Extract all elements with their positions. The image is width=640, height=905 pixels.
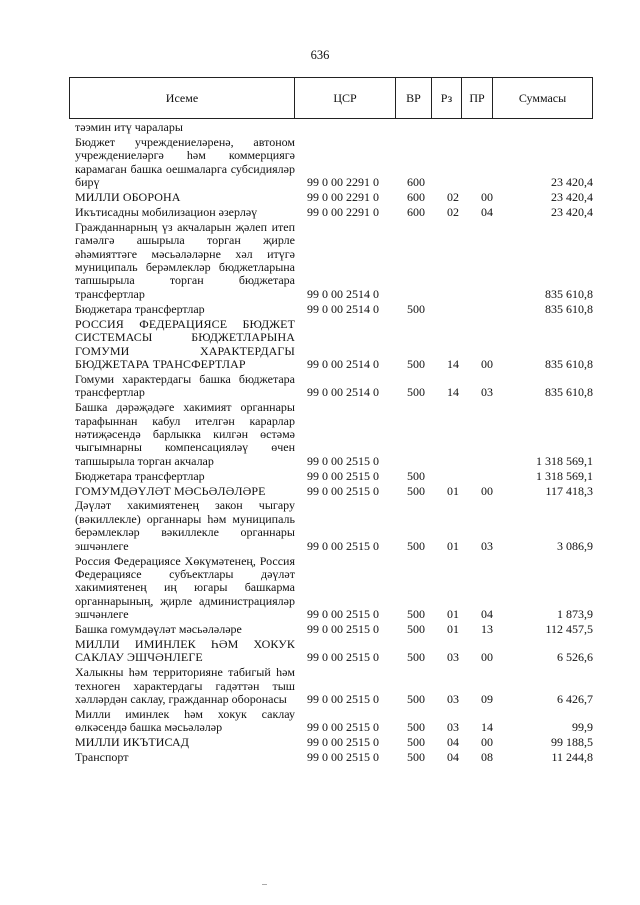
row-csr: 99 0 00 2514 0 — [307, 385, 379, 400]
row-name: Гомуми характердагы башка бюджетара трансфертлар — [75, 371, 295, 400]
row-rz: 04 — [447, 735, 459, 750]
row-name: Халыкны һәм территорияне табигый һәм техноген характердагы гадәттән тыш хәлләрдән саклау, гражданнар оборонасы — [75, 665, 295, 707]
row-pr: 04 — [481, 204, 493, 219]
row-rz: 02 — [447, 204, 459, 219]
row-csr: 99 0 00 2515 0 — [307, 483, 379, 498]
row-pr: 13 — [481, 622, 493, 637]
row-sum: 99 188,5 — [551, 735, 593, 750]
header-name: Исеме — [70, 78, 295, 118]
table-row — [75, 708, 593, 735]
row-vr: 500 — [407, 622, 425, 637]
row-vr: 500 — [407, 720, 425, 735]
row-csr: 99 0 00 2515 0 — [307, 692, 379, 707]
table-row — [75, 499, 593, 553]
row-sum: 1 318 569,1 — [536, 453, 593, 468]
row-sum: 1 873,9 — [557, 607, 593, 622]
row-sum: 23 420,4 — [551, 175, 593, 190]
row-csr: 99 0 00 2514 0 — [307, 286, 379, 301]
row-pr: 00 — [481, 356, 493, 371]
row-vr: 500 — [407, 735, 425, 750]
row-vr: 500 — [407, 483, 425, 498]
table-row — [75, 121, 593, 134]
row-name: тәэмин итү чаралары — [75, 120, 183, 134]
row-name: Икътисадны мобилизацион әзерләү — [75, 204, 258, 219]
row-sum: 99,9 — [572, 720, 593, 735]
table-row — [75, 401, 593, 468]
row-csr: 99 0 00 2515 0 — [307, 453, 379, 468]
row-pr: 03 — [481, 385, 493, 400]
table-row — [75, 751, 593, 764]
row-csr: 99 0 00 2515 0 — [307, 720, 379, 735]
row-vr: 600 — [407, 190, 425, 205]
row-rz: 03 — [447, 692, 459, 707]
row-rz: 01 — [447, 483, 459, 498]
row-pr: 08 — [481, 750, 493, 765]
row-sum: 835 610,8 — [545, 385, 593, 400]
table-row — [75, 623, 593, 636]
header-sum: Суммасы — [518, 90, 567, 105]
row-sum: 3 086,9 — [557, 538, 593, 553]
row-pr: 04 — [481, 607, 493, 622]
table-row — [75, 470, 593, 483]
row-name: Гражданнарның үз акчаларын җәлеп итеп гамәлгә ашырыла торган җирле әһәмияттәге мәсьәләләрне хәл итүгә муниципаль берәмлекләр бюджетларына тапшырыла торган бюджетара трансфертлар — [75, 219, 295, 301]
table-row — [75, 206, 593, 219]
row-rz: 01 — [447, 538, 459, 553]
table-row — [75, 373, 593, 400]
row-pr: 00 — [481, 650, 493, 665]
row-name: Бюджетара трансфертлар — [75, 468, 205, 483]
row-sum: 835 610,8 — [545, 301, 593, 316]
table-row — [75, 638, 593, 665]
row-name: ГОМУМДӘҮЛӘТ МӘСЬӘЛӘЛӘРЕ — [75, 483, 266, 498]
table-row — [75, 555, 593, 622]
row-vr: 500 — [407, 301, 425, 316]
row-rz: 03 — [447, 720, 459, 735]
row-csr: 99 0 00 2291 0 — [307, 204, 379, 219]
row-name: Башка дәрәҗәдәге хакимият органнары тарафыннан кабул ителгән карарлар нәтиҗәсендә барлыкка килгән өстәмә чыгымнарны компенсацияләү өчен тапшырыла торган акчалар — [75, 400, 295, 468]
row-sum: 835 610,8 — [545, 356, 593, 371]
row-csr: 99 0 00 2515 0 — [307, 607, 379, 622]
row-name: Милли иминлек һәм хокук саклау өлкәсендә башка мәсьәләләр — [75, 707, 295, 735]
row-sum: 117 418,3 — [545, 483, 593, 498]
table-row — [75, 485, 593, 498]
header-rz: Рз — [432, 78, 462, 118]
row-name: Дәүләт хакимиятенең закон чыгару (вәкиллекле) органнары һәм муниципаль берәмлекләр вәкиллекле органнары эшчәнлеге — [75, 498, 295, 553]
row-name: МИЛЛИ ИКЪТИСАД — [75, 735, 190, 750]
row-sum: 1 318 569,1 — [536, 468, 593, 483]
table-header — [69, 77, 593, 119]
row-rz: 02 — [447, 190, 459, 205]
row-name: Россия Федерациясе Хөкүмәтенең, Россия Федерациясе субъектлары дәүләт хакимиятенең иң югары башкарма органнарының, җирле администрацияләр эшчәнлеге — [75, 553, 295, 622]
row-sum: 23 420,4 — [551, 190, 593, 205]
header-csr: ЦСР — [295, 78, 396, 118]
row-vr: 500 — [407, 538, 425, 553]
row-sum: 112 457,5 — [545, 622, 593, 637]
row-vr: 500 — [407, 385, 425, 400]
header-vr: ВР — [396, 78, 432, 118]
table-row — [75, 303, 593, 316]
row-csr: 99 0 00 2515 0 — [307, 750, 379, 765]
page-mark — [262, 884, 267, 885]
row-name: РОССИЯ ФЕДЕРАЦИЯСЕ БЮДЖЕТ СИСТЕМАСЫ БЮДЖЕТЛАРЫНА ГОМУМИ ХАРАКТЕРДАГЫ БЮДЖЕТАРА ТРАНСФЕРТЛАР — [75, 316, 295, 371]
row-pr: 00 — [481, 483, 493, 498]
row-vr: 600 — [407, 175, 425, 190]
row-name: Бюджетара трансфертлар — [75, 301, 205, 316]
row-rz: 01 — [447, 607, 459, 622]
row-vr: 500 — [407, 356, 425, 371]
row-sum: 835 610,8 — [545, 286, 593, 301]
row-name: МИЛЛИ ИМИНЛЕК ҺӘМ ХОКУК САКЛАУ ЭШЧӘНЛЕГЕ — [75, 637, 295, 665]
row-sum: 6 526,6 — [557, 650, 593, 665]
row-rz: 14 — [447, 356, 459, 371]
table-row — [75, 191, 593, 204]
row-csr: 99 0 00 2515 0 — [307, 622, 379, 637]
row-pr: 00 — [481, 190, 493, 205]
table-row — [75, 318, 593, 372]
row-csr: 99 0 00 2515 0 — [307, 538, 379, 553]
row-vr: 500 — [407, 607, 425, 622]
row-rz: 01 — [447, 622, 459, 637]
row-sum: 6 426,7 — [557, 692, 593, 707]
row-sum: 11 244,8 — [551, 750, 593, 765]
row-csr: 99 0 00 2291 0 — [307, 175, 379, 190]
row-name: Транспорт — [75, 750, 129, 765]
page-number: 636 — [310, 48, 330, 62]
header-pr: ПР — [462, 78, 493, 118]
table-row — [75, 136, 593, 190]
table-row — [75, 221, 593, 301]
row-rz: 14 — [447, 385, 459, 400]
row-vr: 500 — [407, 750, 425, 765]
row-vr: 500 — [407, 650, 425, 665]
row-csr: 99 0 00 2514 0 — [307, 301, 379, 316]
row-csr: 99 0 00 2514 0 — [307, 356, 379, 371]
row-vr: 500 — [407, 468, 425, 483]
table-row — [75, 666, 593, 706]
row-name: Бюджет учреждениеләренә, автоном учреждениеләргә һәм коммерциягә карамаган башка оешмаларга субсидияләр бирү — [75, 134, 295, 190]
budget-table-body — [75, 121, 593, 766]
row-csr: 99 0 00 2515 0 — [307, 468, 379, 483]
row-csr: 99 0 00 2515 0 — [307, 735, 379, 750]
row-pr: 09 — [481, 692, 493, 707]
row-csr: 99 0 00 2291 0 — [307, 190, 379, 205]
table-row — [75, 736, 593, 749]
row-csr: 99 0 00 2515 0 — [307, 650, 379, 665]
row-pr: 03 — [481, 538, 493, 553]
row-vr: 600 — [407, 204, 425, 219]
row-name: МИЛЛИ ОБОРОНА — [75, 190, 181, 205]
row-sum: 23 420,4 — [551, 204, 593, 219]
row-vr: 500 — [407, 692, 425, 707]
row-pr: 14 — [481, 720, 493, 735]
row-rz: 03 — [447, 650, 459, 665]
row-rz: 04 — [447, 750, 459, 765]
row-name: Башка гомумдәүләт мәсьәләләре — [75, 622, 242, 637]
row-pr: 00 — [481, 735, 493, 750]
